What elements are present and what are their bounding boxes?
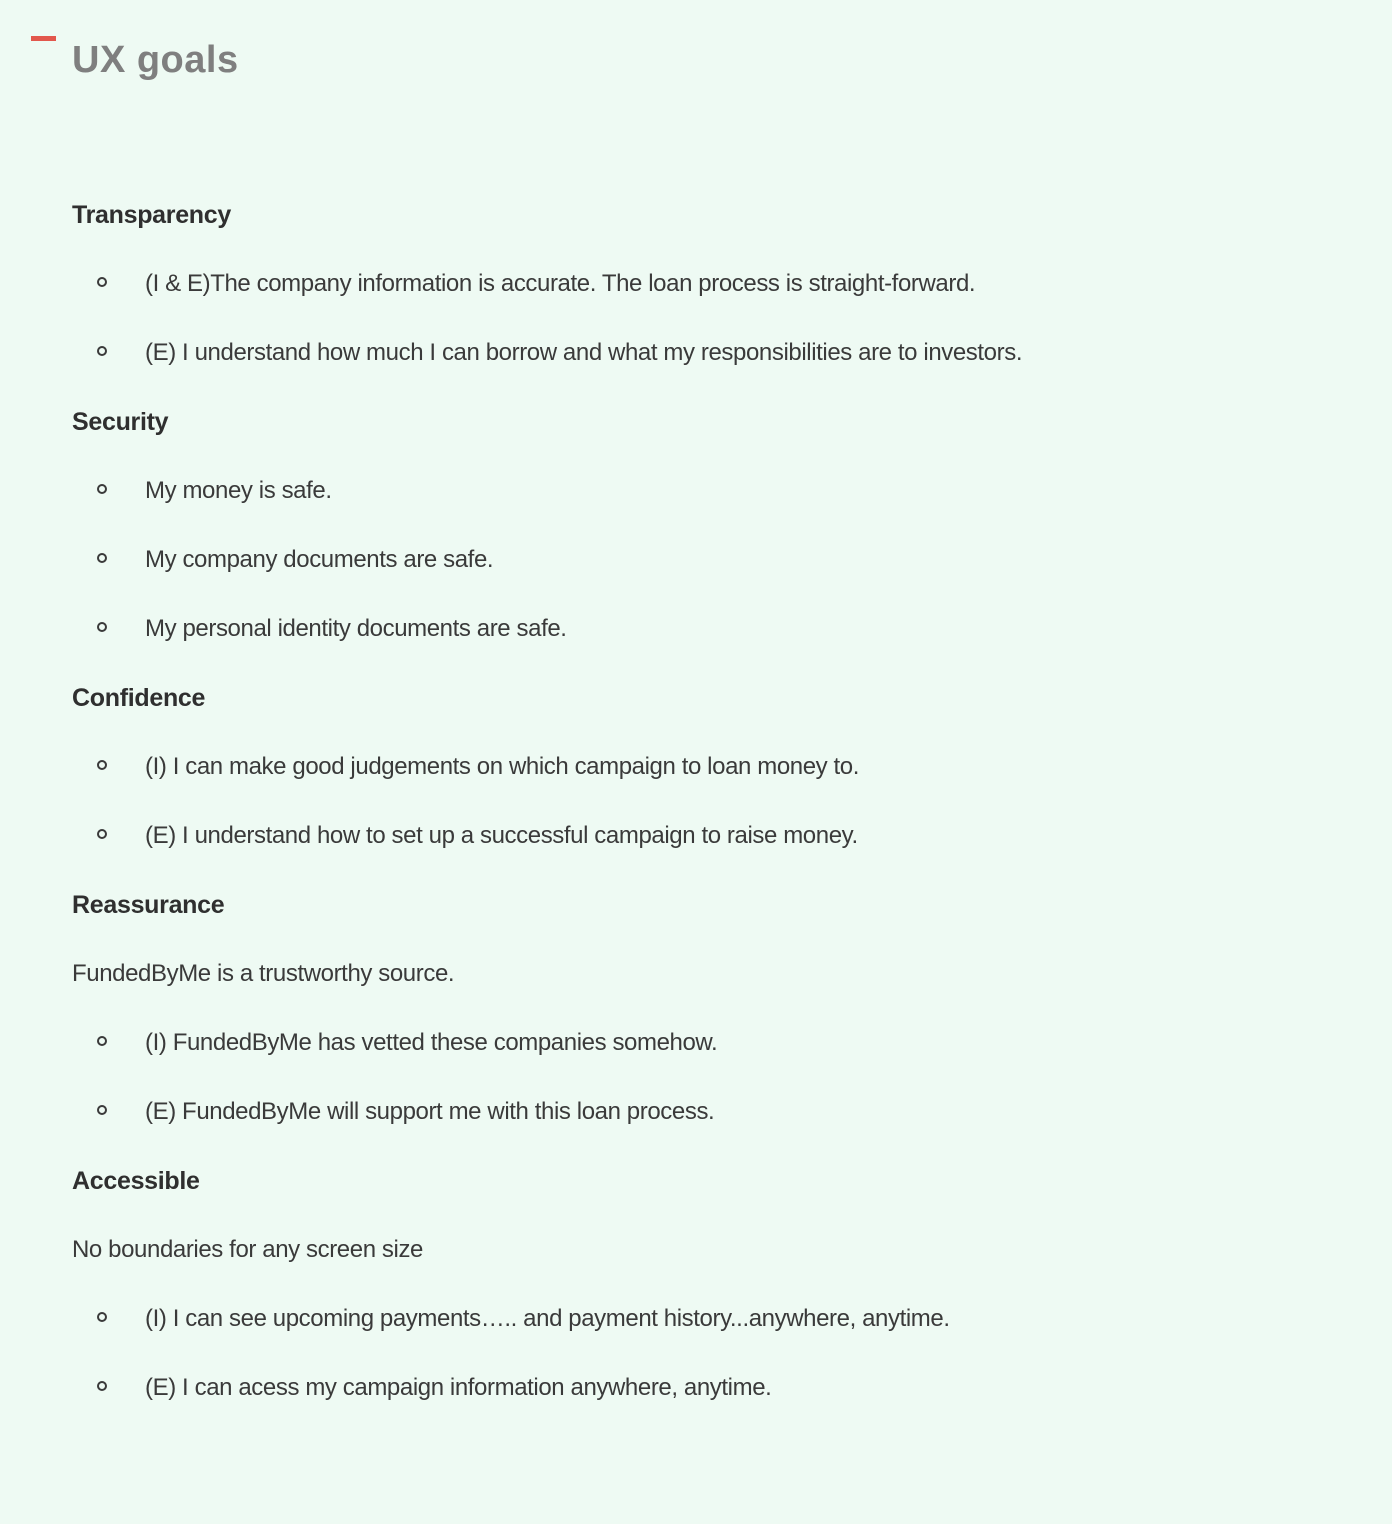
bullet-list — [72, 476, 1320, 644]
hollow-circle-bullet-icon — [97, 760, 107, 770]
hollow-circle-bullet-icon — [97, 553, 107, 563]
section-security — [72, 407, 1320, 644]
list-item — [72, 614, 1320, 644]
list-item — [72, 821, 1320, 851]
list-item — [72, 1304, 1320, 1334]
list-item — [72, 338, 1320, 368]
list-item — [72, 1028, 1320, 1058]
list-item-text: (E) FundedByMe will support me with this loan process. — [145, 1098, 715, 1125]
hollow-circle-bullet-icon — [97, 277, 107, 287]
list-item-text: My company documents are safe. — [145, 546, 494, 573]
list-item — [72, 269, 1320, 299]
hollow-circle-bullet-icon — [97, 484, 107, 494]
list-item-text: (I) I can see upcoming payments….. and payment history...anywhere, anytime. — [145, 1305, 950, 1332]
list-item — [72, 1097, 1320, 1127]
hollow-circle-bullet-icon — [97, 622, 107, 632]
list-item — [72, 545, 1320, 575]
list-item-text: (E) I understand how to set up a successful campaign to raise money. — [145, 822, 858, 849]
section-intro-text: FundedByMe is a trustworthy source. — [72, 960, 455, 987]
list-item — [72, 476, 1320, 506]
section-accessible — [72, 1166, 1320, 1403]
section-heading: Security — [72, 408, 169, 436]
hollow-circle-bullet-icon — [97, 346, 107, 356]
list-item-text: (I) FundedByMe has vetted these companies somehow. — [145, 1029, 718, 1056]
bullet-list — [72, 269, 1320, 368]
document-page — [0, 36, 1392, 1403]
section-intro-text: No boundaries for any screen size — [72, 1236, 423, 1263]
list-item-text: (I & E)The company information is accurate. The loan process is straight-forward. — [145, 270, 976, 297]
list-item-text: (I) I can make good judgements on which campaign to loan money to. — [145, 753, 860, 780]
page-title: UX goals — [72, 39, 239, 81]
hollow-circle-bullet-icon — [97, 1105, 107, 1115]
list-item-text: My personal identity documents are safe. — [145, 615, 567, 642]
hollow-circle-bullet-icon — [97, 1381, 107, 1391]
list-item-text: My money is safe. — [145, 477, 332, 504]
hollow-circle-bullet-icon — [97, 1312, 107, 1322]
bullet-list — [72, 1304, 1320, 1403]
list-item — [72, 1373, 1320, 1403]
section-reassurance — [72, 890, 1320, 1127]
bullet-list — [72, 1028, 1320, 1127]
screen-edge-artifact — [31, 36, 56, 41]
section-transparency — [72, 200, 1320, 368]
hollow-circle-bullet-icon — [97, 1036, 107, 1046]
section-heading: Accessible — [72, 1167, 200, 1195]
section-heading: Reassurance — [72, 891, 225, 919]
section-heading: Transparency — [72, 201, 231, 229]
list-item-text: (E) I understand how much I can borrow and what my responsibilities are to investors. — [145, 339, 1023, 366]
hollow-circle-bullet-icon — [97, 829, 107, 839]
bullet-list — [72, 752, 1320, 851]
list-item-text: (E) I can acess my campaign information anywhere, anytime. — [145, 1374, 772, 1401]
section-confidence — [72, 683, 1320, 851]
section-heading: Confidence — [72, 684, 206, 712]
list-item — [72, 752, 1320, 782]
